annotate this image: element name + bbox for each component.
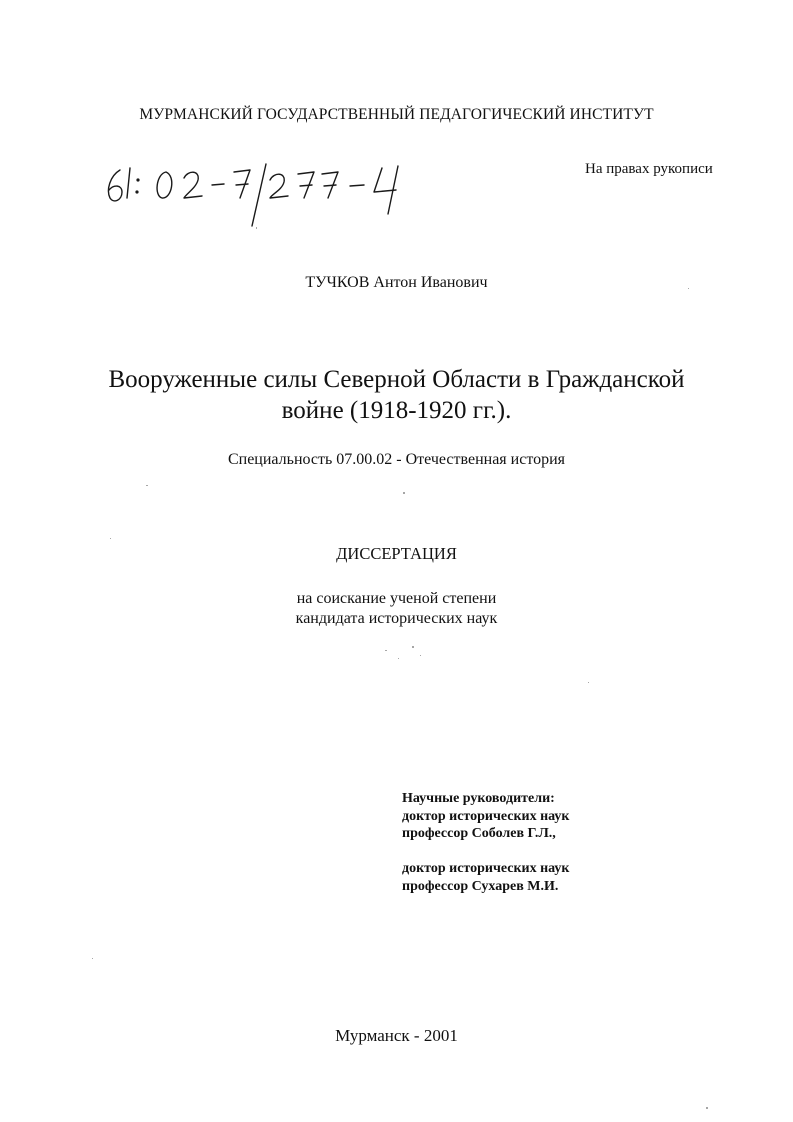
speciality: Специальность 07.00.02 - Отечественная история (227, 451, 566, 468)
supervisors-spacer (402, 843, 570, 861)
scan-speck (706, 1107, 708, 1109)
scan-speck (92, 958, 93, 959)
handwritten-code-drawing (100, 152, 460, 232)
scan-speck (412, 646, 414, 648)
document-type: ДИССЕРТАЦИЯ (336, 544, 457, 563)
supervisor-2-degree: доктор исторических наук (402, 861, 570, 876)
degree-line-1: на соискание ученой степени (296, 590, 497, 607)
supervisor-2-name: профессор Сухарев М.И. (402, 878, 559, 894)
title-line-2: войне (1918-1920 гг.). (281, 397, 512, 424)
scan-speck (688, 288, 689, 289)
supervisors-heading: Научные руководители: (402, 791, 555, 806)
scan-speck (256, 227, 257, 229)
dissertation-title (0, 364, 793, 426)
scan-speck (588, 682, 589, 683)
author-name: ТУЧКОВ Антон Иванович (305, 274, 488, 291)
scan-speck (420, 655, 421, 656)
degree-sought (0, 589, 793, 629)
title-line-1: Вооруженные силы Северной Области в Гражданской (108, 366, 685, 393)
scan-speck (146, 485, 148, 486)
rights-notice: На правах рукописи (585, 161, 713, 177)
scan-speck (403, 492, 405, 494)
scan-speck (110, 538, 111, 539)
degree-line-2: кандидата исторических наук (295, 610, 498, 627)
handwritten-archive-code (100, 152, 460, 232)
supervisor-1-degree: доктор исторических наук (402, 808, 570, 824)
institute-name: МУРМАНСКИЙ ГОСУДАРСТВЕННЫЙ ПЕДАГОГИЧЕСКИЙ ИНСТИТУТ (139, 106, 654, 123)
scan-speck (398, 658, 399, 659)
scan-speck (385, 650, 387, 651)
supervisor-1-name: профессор Соболев Г.Л., (402, 826, 556, 841)
city-year: Мурманск - 2001 (335, 1026, 458, 1045)
supervisors-block (402, 790, 570, 895)
